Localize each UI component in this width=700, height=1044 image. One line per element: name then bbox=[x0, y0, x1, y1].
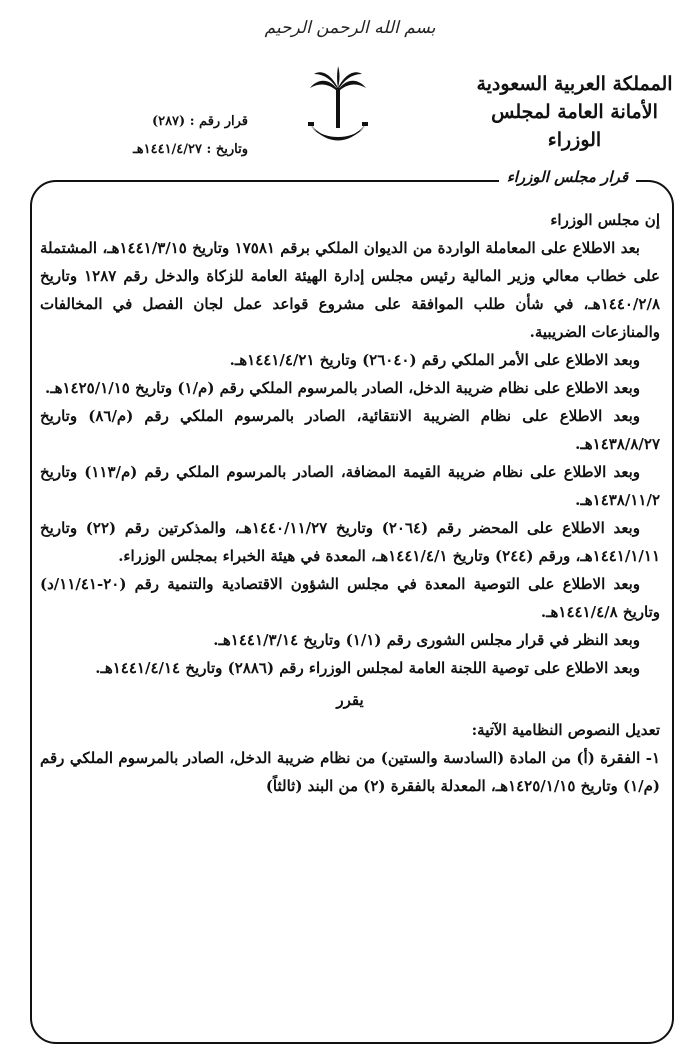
paragraph: وبعد الاطلاع على الأمر الملكي رقم (٢٦٠٤٠) وتاريخ ١٤٤١/٤/٢١هـ. bbox=[229, 351, 640, 369]
paragraph: وبعد الاطلاع على التوصية المعدة في مجلس الشؤون الاقتصادية والتنمية رقم (٢٠-١١/٤١/د) وتاريخ ١٤٤١/٤/٨هـ. bbox=[40, 575, 660, 621]
secretariat-name: الأمانة العامة لمجلس الوزراء bbox=[491, 101, 658, 151]
opening: إن مجلس الوزراء bbox=[550, 211, 660, 229]
amend-item-1: ١- الفقرة (أ) من المادة (السادسة والستين) من نظام ضريبة الدخل، الصادر بالمرسوم الملكي رقم (م/١) وتاريخ ١٤٢٥/١/١٥هـ، المعدلة بالفقرة (٢) من البند (ثالثاً) bbox=[40, 749, 660, 795]
decides-heading: يقرر bbox=[336, 691, 364, 709]
paragraph: وبعد النظر في قرار مجلس الشورى رقم (١/١) وتاريخ ١٤٤١/٣/١٤هـ. bbox=[213, 631, 640, 649]
paragraph: وبعد الاطلاع على نظام ضريبة القيمة المضافة، الصادر بالمرسوم الملكي رقم (م/١١٣) وتاريخ ١٤٣٨/١١/٢هـ. bbox=[40, 463, 660, 509]
paragraph: وبعد الاطلاع على توصية اللجنة العامة لمجلس الوزراء رقم (٢٨٨٦) وتاريخ ١٤٤١/٤/١٤هـ. bbox=[95, 659, 640, 677]
header-right bbox=[467, 70, 682, 154]
amend-heading: تعديل النصوص النظامية الآتية: bbox=[471, 721, 660, 739]
paragraph: وبعد الاطلاع على نظام الضريبة الانتقائية، الصادر بالمرسوم الملكي رقم (م/٨٦) وتاريخ ١٤٣٨/٨/٢٧هـ. bbox=[40, 407, 660, 453]
decision-date: وتاريخ : ١٤٤١/٤/٢٧هـ bbox=[132, 142, 248, 157]
kingdom-name: المملكة العربية السعودية bbox=[476, 73, 673, 95]
saudi-emblem-icon bbox=[306, 66, 370, 156]
paragraph: وبعد الاطلاع على المحضر رقم (٢٠٦٤) وتاريخ ١٤٤٠/١١/٢٧هـ، والمذكرتين رقم (٢٢) وتاريخ ١٤٤١/١/١١هـ، ورقم (٢٤٤) وتاريخ ١٤٤١/٤/١هـ، المعدة في هيئة الخبراء بمجلس الوزراء. bbox=[40, 519, 660, 565]
paragraph: بعد الاطلاع على المعاملة الواردة من الديوان الملكي برقم ١٧٥٨١ وتاريخ ١٤٤١/٣/١٥هـ، المشتملة على خطاب معالي وزير المالية رئيس مجلس إدارة الهيئة العامة للزكاة والدخل رقم ١٢٨٧ وتاريخ ١٤٤٠/٢/٨هـ، في شأن طلب الموافقة على مشروع قواعد عمل لجان الفصل في المخالفات والمنازعات الضريبية. bbox=[40, 239, 660, 341]
decision-info bbox=[88, 108, 248, 164]
document-body bbox=[40, 206, 660, 800]
frame-title: قرار مجلس الوزراء bbox=[499, 168, 636, 186]
decision-number: قرار رقم : (٢٨٧) bbox=[151, 114, 248, 129]
basmala: بسم الله الرحمن الرحيم bbox=[264, 18, 436, 38]
paragraph: وبعد الاطلاع على نظام ضريبة الدخل، الصادر بالمرسوم الملكي رقم (م/١) وتاريخ ١٤٢٥/١/١٥هـ. bbox=[44, 379, 640, 397]
